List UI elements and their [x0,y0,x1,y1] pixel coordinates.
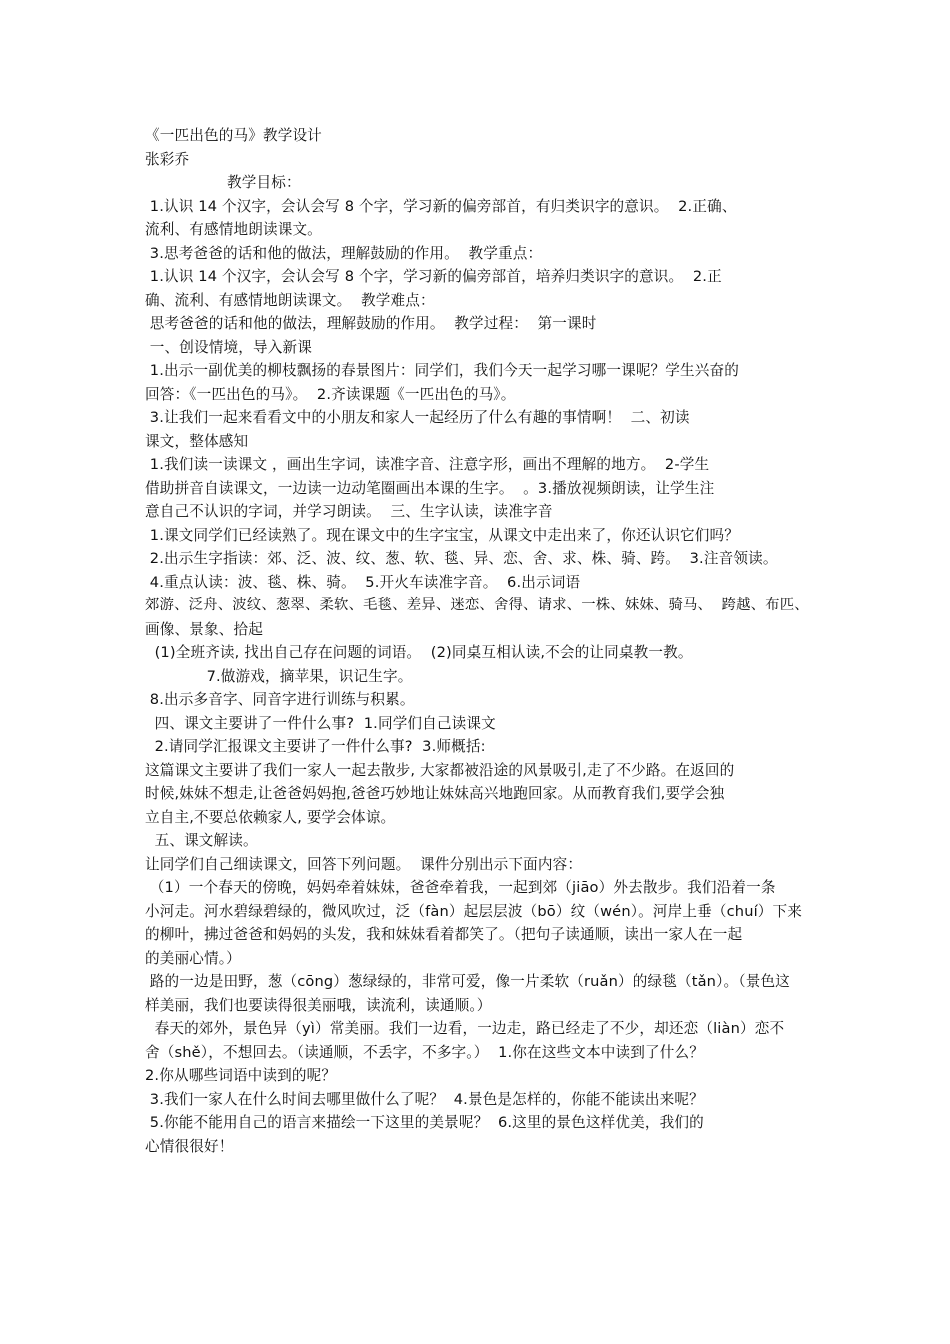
doc-line: 7.做游戏，摘苹果，识记生字。 [197,667,413,685]
doc-line: 思考爸爸的话和他的做法，理解鼓励的作用。 教学过程： 第一课时 [145,315,597,332]
doc-line: 借助拼音自读课文，一边读一边动笔圈画出本课的生字。 。3.播放视频朗读，让学生注 [145,479,715,497]
doc-line: 2.出示生字指读：郊、泛、波、纹、葱、软、毯、异、恋、舍、求、株、骑、跨。 3.注音领读。 [145,550,778,567]
doc-line: 3.我们一家人在什么时间去哪里做什么了呢？ 4.景色是怎样的，你能不能读出来呢？ [145,1090,704,1108]
doc-line: 3.让我们一起来看看文中的小朋友和家人一起经历了什么有趣的事情啊！ 二、初读 [145,409,690,426]
doc-line: 3.思考爸爸的话和他的做法，理解鼓励的作用。 教学重点： [145,244,543,262]
doc-line: 流利、有感情地朗读课文。 [145,221,322,238]
doc-line: 郊游、泛舟、波纹、葱翠、柔软、毛毯、差异、迷恋、舍得、请求、一株、妹妹、骑马、 跨越、布匹、 [145,597,809,613]
doc-line: 时候,妹妹不想走,让爸爸妈妈抱,爸爸巧妙地让妹妹高兴地跑回家。从而教育我们,要学会独 [145,785,725,802]
doc-line: 立自主,不要总依赖家人, 要学会体谅。 [145,808,396,826]
doc-line: 1.我们读一读课文 ，画出生字词，读准字音、注意字形，画出不理解的地方。 2-学生 [145,456,710,473]
doc-line: 的柳叶，拂过爸爸和妈妈的头发，我和妹妹看着都笑了。（把句子读通顺，读出一家人在一起 [145,926,743,943]
doc-line: 心情很很好！ [145,1137,234,1155]
doc-line: 这篇课文主要讲了我们一家人一起去散步, 大家都被沿途的风景吸引,走了不少路。在返回的 [145,761,735,779]
section-heading: 一、创设情境，导入新课 [145,338,312,356]
doc-line: 意自己不认识的字词，并学习朗读。 三、生字认读，读准字音 [145,503,553,520]
doc-line: （1）一个春天的傍晚，妈妈牵着妹妹，爸爸牵着我，一起到郊（jiāo）外去散步。我们沿着一条 [145,879,776,896]
doc-line: 8.出示多音字、同音字进行训练与积累。 [145,691,415,708]
doc-line: 2.你从哪些词语中读到的呢？ [145,1067,337,1084]
document-body [145,124,815,1158]
doc-line: 春天的郊外，景色异（yì）常美丽。我们一边看，一边走，路已经走了不少，却还恋（liàn）恋不 [145,1020,785,1037]
doc-line: 路的一边是田野，葱（cōng）葱绿绿的，非常可爱，像一片柔软（ruǎn）的绿毯（tǎn）。（景色这 [145,973,790,990]
doc-line: 1.认识 14 个汉字，会认会写 8 个字，学习新的偏旁部首，培养归类识字的意识。 2.正 [145,268,722,285]
doc-line: 1.出示一副优美的柳枝飘扬的春景图片：同学们，我们今天一起学习哪一课呢？学生兴奋的 [145,362,740,379]
doc-line: 让同学们自己细读课文，回答下列问题。 课件分别出示下面内容： [145,855,583,873]
doc-line: 画像、景象、拾起 [145,620,263,638]
doc-line: 的美丽心情。） [145,949,241,967]
doc-line: (1)全班齐读, 找出自己存在问题的词语。 (2)同桌互相认读,不会的让同桌教一教。 [145,644,693,661]
section-heading: 四、课文主要讲了一件什么事? 1.同学们自己读课文 [145,714,496,732]
doc-line: 课文，整体感知 [145,432,249,450]
doc-line: 回答：《一匹出色的马》。 2.齐读课题《一匹出色的马》。 [145,385,516,403]
doc-line: 5.你能不能用自己的语言来描绘一下这里的美景呢？ 6.这里的景色这样优美，我们的 [145,1114,704,1131]
doc-line: 样美丽，我们也要读得很美丽哦，读流利，读通顺。） [145,996,492,1014]
doc-line: 4.重点认读：波、毯、株、骑。 5.开火车读准字音。 6.出示词语 [145,573,581,591]
doc-title: 《一匹出色的马》教学设计 [145,127,322,144]
doc-line: 小河走。河水碧绿碧绿的，微风吹过，泛（fàn）起层层波（bō）纹（wén）。河岸上垂（chuí）下来 [145,902,803,920]
doc-author: 张彩乔 [145,150,190,168]
doc-line: 舍（shě），不想回去。（读通顺，不丢字，不多字。） 1.你在这些文本中读到了什么？ [145,1043,704,1061]
doc-line: 1.认识 14 个汉字，会认会写 8 个字，学习新的偏旁部首，有归类识字的意识。 2.正确、 [145,197,737,215]
doc-line: 确、流利、有感情地朗读课文。 教学难点： [145,291,435,309]
doc-line: 1.课文同学们已经读熟了。现在课文中的生字宝宝，从课文中走出来了，你还认识它们吗？ [145,526,740,544]
section-heading-goals: 教学目标： [227,174,301,191]
doc-line: 2.请同学汇报课文主要讲了一件什么事? 3.师概括: [145,738,486,755]
section-heading: 五、课文解读。 [145,832,258,849]
